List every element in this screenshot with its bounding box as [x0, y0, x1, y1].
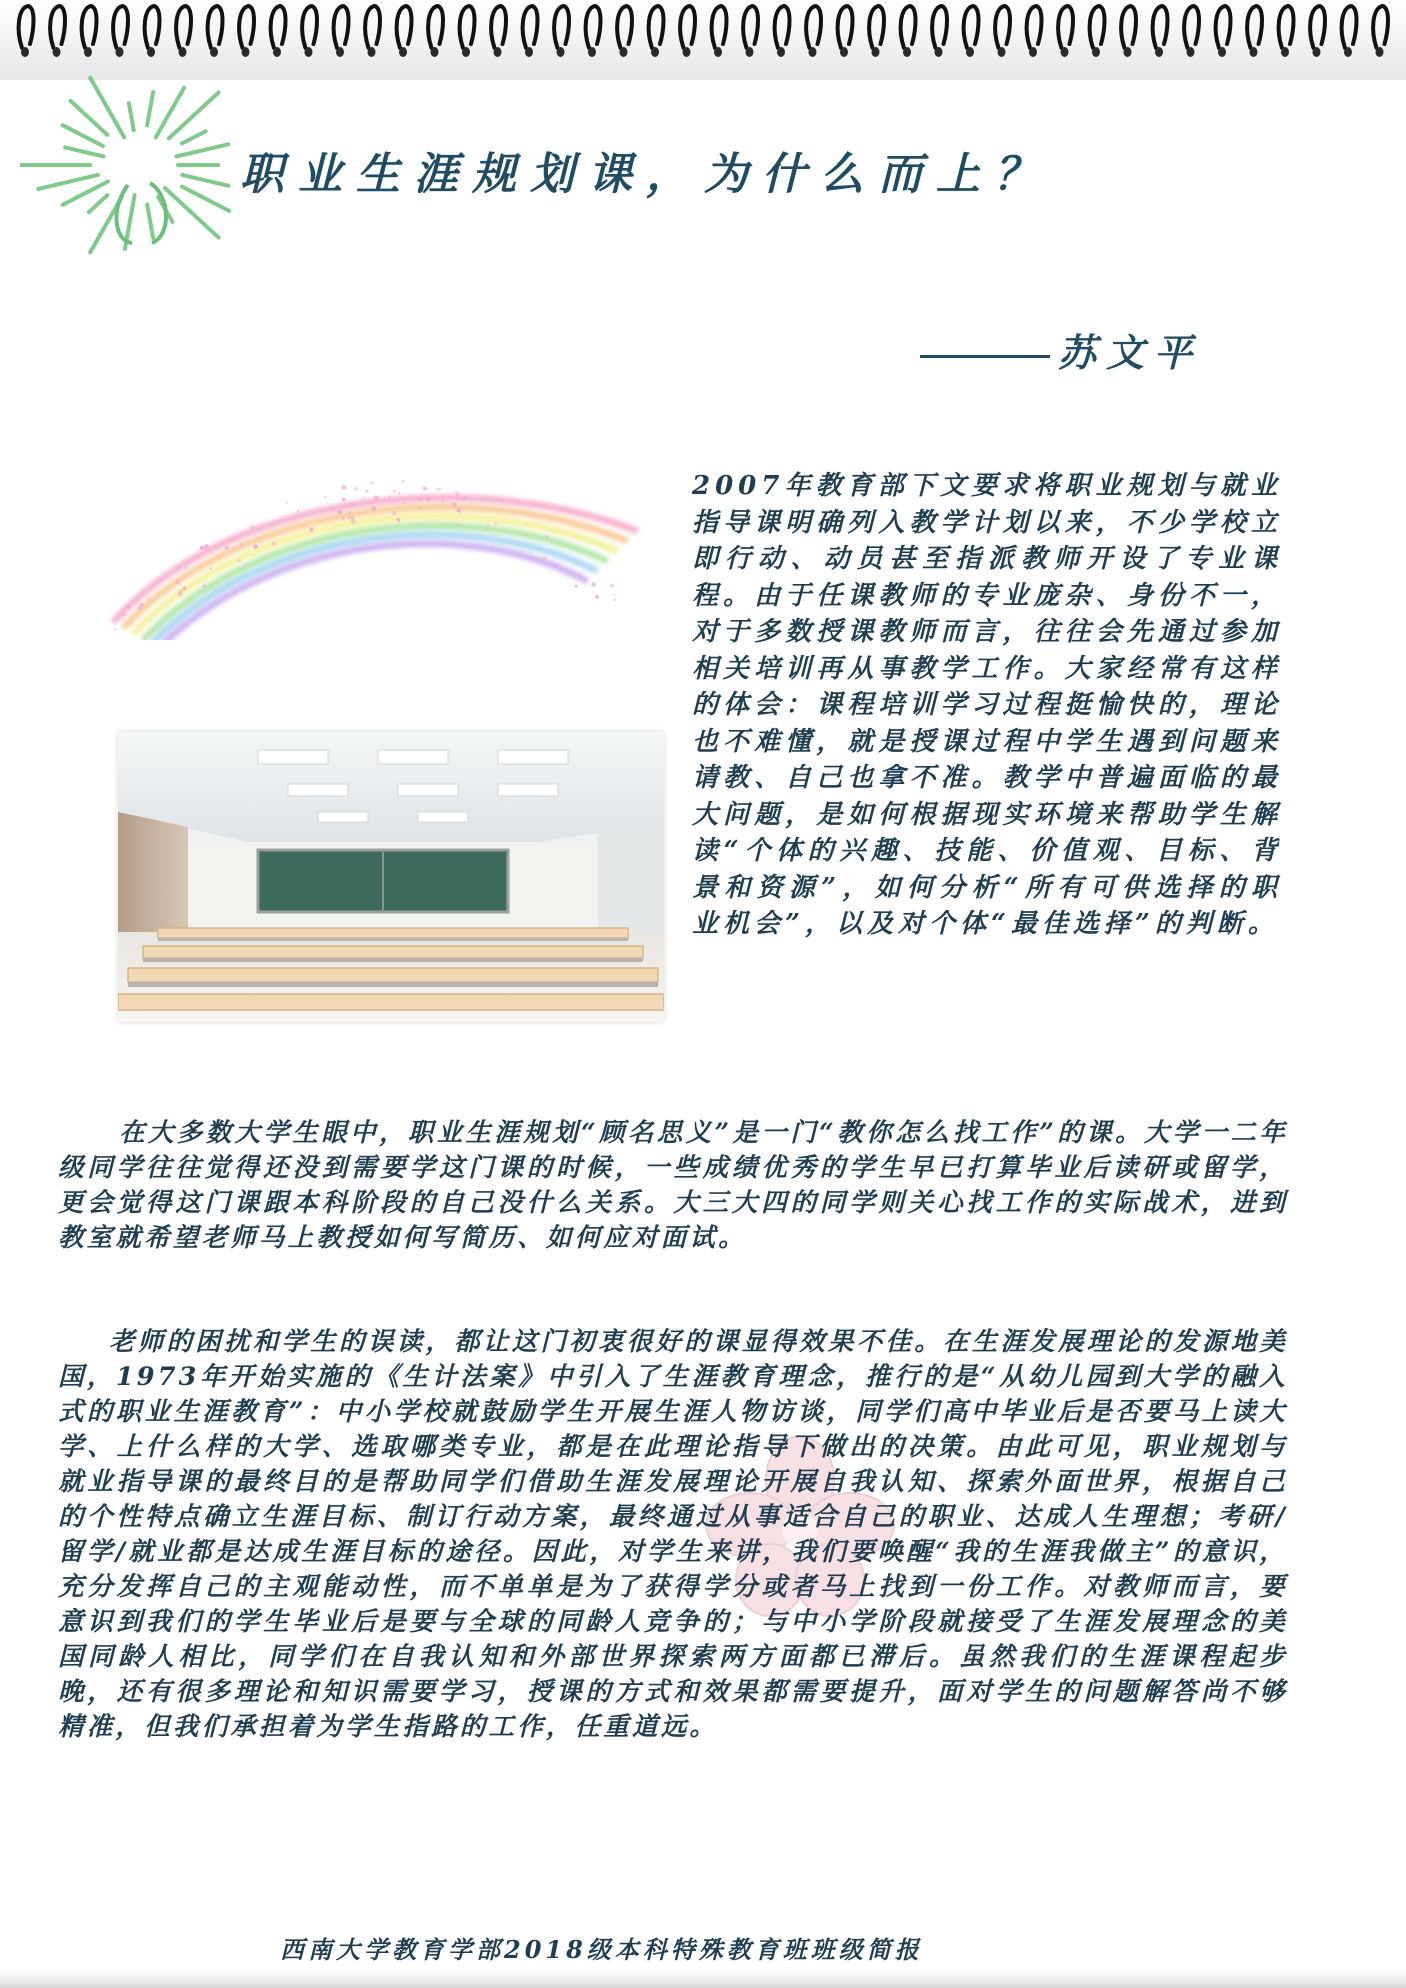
binding-hole — [1029, 47, 1037, 57]
sparkle — [309, 527, 313, 531]
sparkle — [438, 487, 441, 490]
sparkle — [431, 498, 433, 500]
sunburst-ray — [38, 175, 97, 189]
sparkle — [531, 537, 533, 539]
sunburst-ray — [147, 205, 153, 238]
sparkle — [613, 594, 615, 596]
binding-hole — [1124, 47, 1132, 57]
binding-hole — [998, 47, 1006, 57]
sparkle — [209, 567, 211, 569]
sparkle — [543, 557, 546, 560]
sparkle — [537, 548, 541, 552]
binding-hole — [714, 47, 722, 57]
sparkle — [253, 544, 258, 549]
sparkle — [202, 585, 205, 588]
sparkle — [154, 615, 156, 617]
sparkle — [342, 498, 346, 502]
binding-hole — [525, 47, 533, 57]
sparkle — [345, 503, 347, 505]
sunburst-ray — [182, 187, 229, 211]
sparkle — [398, 492, 400, 494]
binding-hole — [1313, 47, 1321, 57]
sparkle — [204, 544, 209, 549]
sparkle — [579, 573, 581, 575]
sparkle — [354, 487, 357, 490]
sparkle — [350, 503, 355, 508]
sparkle — [121, 614, 123, 616]
intro-text: 2007年教育部下文要求将职业规划与就业指导课明确列入教学计划以来，不少学校立即行动、动员甚至指派教师开设了专业课程。由于任课教师的专业庞杂、身份不一，对于多数授课教师而言，往往会先通过参加相关培训再从事教学工作。大家经常有这样的体会：课程培训学习过程挺愉快的，理论也不难懂，就是授课过程中学生遇到问题来请教、自己也拿不准。教学中普遍面临的最大问题，是如何根据现实环境来帮助学生解读“个体的兴趣、技能、价值观、目标、背景和资源”，如何分析“所有可供选择的职业机会”，以及对个体“最佳选择”的判断。 — [692, 471, 1282, 939]
binding-hole — [683, 47, 691, 57]
binding-hole — [462, 47, 470, 57]
sparkle — [374, 496, 379, 501]
binding-hole — [1344, 47, 1352, 57]
article-title: 职业生涯规划课，为什么而上？ — [240, 149, 1052, 200]
sparkle — [218, 557, 221, 560]
sparkle — [297, 510, 299, 512]
sunburst-ray — [71, 101, 108, 135]
binding-hole — [305, 47, 313, 57]
binding-hole — [746, 47, 754, 57]
sparkle — [324, 496, 327, 499]
sparkle — [442, 500, 445, 503]
sparkle — [554, 564, 558, 568]
sparkle — [595, 595, 599, 599]
binding-hole — [431, 47, 439, 57]
sparkle — [419, 499, 421, 501]
binding-hole — [557, 47, 565, 57]
sparkle — [463, 497, 467, 501]
sparkle — [348, 511, 351, 514]
sparkle — [457, 524, 459, 526]
sparkle — [147, 598, 149, 600]
sparkle — [591, 583, 595, 587]
sparkle — [545, 536, 548, 539]
sparkle — [200, 546, 205, 551]
binding-hole — [620, 47, 628, 57]
binding-hole — [1281, 47, 1289, 57]
binding-hole — [935, 47, 943, 57]
sparkle — [436, 488, 438, 490]
body-paragraph-2: 老师的困扰和学生的误读，都让这门初衷很好的课显得效果不佳。在生涯发展理论的发源地美国，1973年开始实施的《生计法案》中引入了生涯教育理念，推行的是“从幼儿园到大学的融入式的职业生涯教育”：中小学校就鼓励学生开展生涯人物访谈，同学们高中毕业后是否要马上读大学、上什么样的大学、选取哪类专业，都是在此理论指导下做出的决策。由此可见，职业规划与就业指导课的最终目的是帮助同学们借助生涯发展理论开展自我认知、探索外面世界，根据自己的个性特点确立生涯目标、制订行动方案，最终通过从事适合自己的职业、达成人生理想；考研/留学/就业都是达成生涯目标的途径。因此，对学生来讲，我们要唤醒“我的生涯我做主”的意识，充分发挥自己的主观能动性，而不单单是为了获得学分或者马上找到一份工作。对教师而言，要意识到我们的学生毕业后是要与全球的同龄人竞争的；与中小学阶段就接受了生涯发展理念的美国同龄人相比，同学们在自我认知和外部世界探索两方面都已滞后。虽然我们的生涯课程起步晚，还有很多理论和知识需要学习，授课的方式和效果都需要提升，面对学生的问题解答尚不够精准，但我们承担着为学生指路的工作，任重道远。 — [58, 1327, 1288, 1742]
sparkle — [614, 598, 617, 601]
sparkle — [495, 522, 497, 524]
author-name: 苏文平 — [1058, 330, 1203, 375]
sparkle — [331, 507, 335, 511]
sparkle — [371, 481, 374, 484]
binding-hole — [588, 47, 596, 57]
sparkle — [420, 497, 423, 500]
binding-hole — [966, 47, 974, 57]
page-bottom-edge — [0, 1970, 1406, 1988]
sparkle — [455, 491, 458, 494]
sparkle — [487, 525, 490, 528]
binding-hole — [872, 47, 880, 57]
sparkle — [272, 542, 276, 546]
sparkle — [126, 605, 130, 609]
sparkle — [113, 628, 116, 631]
binding-hole — [1376, 47, 1384, 57]
sparkle — [138, 606, 142, 610]
body-paragraph-1: 在大多数大学生眼中，职业生涯规划“顾名思义”是一门“教你怎么找工作”的课。大学一二年级同学往往觉得还没到需要学这门课的时候，一些成绩优秀的学生早已打算毕业后读研或留学，更会觉得这门课跟本科阶段的自己没什么关系。大三大四的同学则关心找工作的实际战术，进到教室就希望老师马上教授如何写简历、如何应对面试。 — [58, 1118, 1288, 1253]
binding-hole — [399, 47, 407, 57]
sparkle — [258, 537, 260, 539]
sunburst-ray — [63, 125, 103, 146]
binding-hole — [1187, 47, 1195, 57]
binding-hole — [1092, 47, 1100, 57]
binding-hole — [1155, 47, 1163, 57]
sparkle — [423, 486, 427, 490]
binding-hole — [840, 47, 848, 57]
sparkle — [253, 555, 255, 557]
sparkle — [351, 519, 356, 524]
sparkle — [402, 480, 405, 483]
sunburst-ray — [90, 78, 124, 138]
sparkle — [369, 502, 371, 504]
sparkle — [363, 497, 365, 499]
sparkle — [140, 603, 143, 606]
sparkle — [342, 516, 345, 519]
sunburst-ray — [147, 92, 153, 125]
sparkle — [403, 502, 405, 504]
sparkle — [372, 506, 376, 510]
sparkle — [237, 559, 240, 562]
sunburst-ray — [129, 103, 134, 130]
sparkle — [396, 518, 400, 522]
binding-hole — [903, 47, 911, 57]
binding-hole — [1218, 47, 1226, 57]
sparkle — [366, 489, 369, 492]
binding-hole — [651, 47, 659, 57]
sparkle — [389, 496, 391, 498]
sparkle — [426, 497, 430, 501]
sparkle — [175, 579, 180, 584]
sparkle — [576, 561, 578, 563]
sparkle — [575, 585, 578, 588]
binding-hole — [1250, 47, 1258, 57]
sparkle — [452, 503, 456, 507]
binding-hole — [1061, 47, 1069, 57]
sparkle — [123, 613, 127, 617]
sparkle — [392, 511, 397, 516]
sparkle — [257, 527, 260, 530]
sparkle — [179, 589, 184, 594]
rainbow-icon — [95, 460, 655, 640]
sparkle — [456, 494, 460, 498]
author-line — [920, 322, 1202, 377]
sparkle — [457, 508, 462, 513]
sparkle — [337, 509, 342, 514]
sparkle — [610, 584, 613, 587]
classroom-photo — [118, 732, 664, 1022]
sparkle — [225, 546, 229, 550]
sparkle — [286, 502, 288, 504]
sparkle — [184, 566, 187, 569]
sunburst-ray — [165, 188, 219, 238]
binding-hole — [777, 47, 785, 57]
sunburst-ray — [65, 147, 103, 156]
sparkle — [250, 525, 254, 529]
newsletter-footer: 西南大学教育学部2018级本科特殊教育班班级简报 — [280, 1935, 923, 1964]
binding-hole — [336, 47, 344, 57]
sparkle — [347, 516, 350, 519]
sunburst-ray — [182, 175, 228, 186]
sparkle — [525, 523, 527, 525]
sparkle — [393, 490, 396, 493]
binding-hole — [368, 47, 376, 57]
author-dash — [920, 355, 1050, 358]
sunburst-ray — [89, 195, 107, 212]
sunburst-ray — [182, 131, 206, 143]
sparkle — [183, 586, 187, 590]
binding-hole — [809, 47, 817, 57]
sparkle — [239, 543, 243, 547]
sunburst-ray — [176, 144, 228, 156]
binding-hole — [494, 47, 502, 57]
sparkle — [341, 485, 346, 490]
sparkle — [418, 507, 421, 510]
sparkle — [211, 553, 213, 555]
